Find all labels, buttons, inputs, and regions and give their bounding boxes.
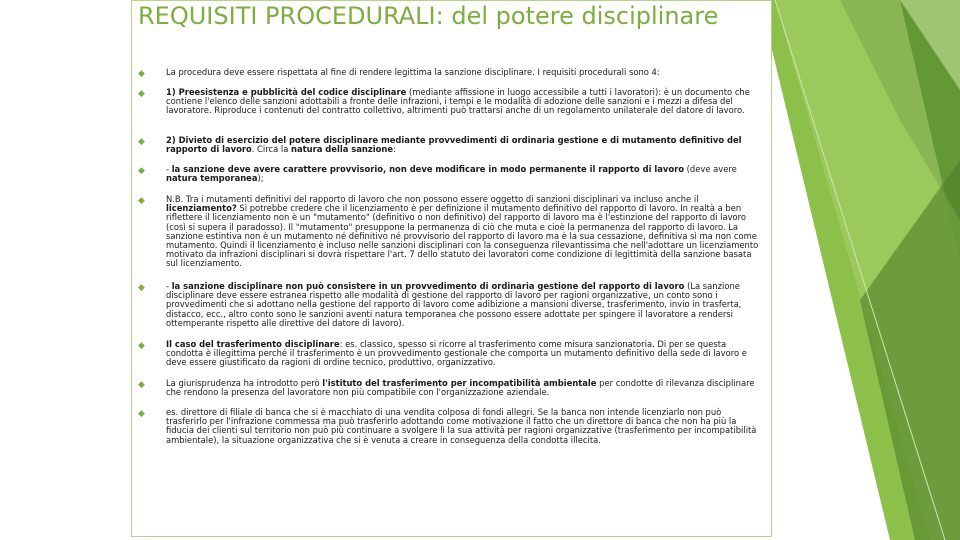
- list-item-text: - la sanzione disciplinare non può consistere in un provvedimento di ordinaria gestione del rapporto di lavoro (La sanzione disciplinare deve essere estranea rispetto alle modalità di gestione del rapporto di lavoro per ragioni organizzative, un conto sono i provvedimenti che si adottano nella gestione del rapporto di lavoro come adibizione a mansioni diverse, trasferimento, invio in trasferta, distacco, ecc., altro conto sono le sanzioni aventi natura temporanea che possono essere adottate per spingere il lavoratore a rendersi ottemperante rispetto alle direttive del datore di lavoro).: [166, 281, 742, 328]
- diamond-bullet-icon: ◆: [138, 409, 145, 419]
- diamond-bullet-icon: ◆: [138, 89, 145, 99]
- list-item-text: 1) Preesistenza e pubblicità del codice disciplinare (mediante affissione in luogo accessibile a tutti i lavoratori): è un documento che contiene l'elenco delle sanzioni adottabili a fronte delle infrazioni, i tempi e le modalità di adozione delle sanzioni e i mezzi a difesa del lavoratore. Riproduce i contenuti del contratto collettivo, altrimenti può trattarsi anche di un regolamento unilaterale del datore di lavoro.: [166, 87, 750, 116]
- diamond-bullet-icon: ◆: [138, 341, 145, 351]
- diamond-bullet-icon: ◆: [138, 283, 145, 293]
- list-item-text: La procedura deve essere rispettata al fine di rendere legittima la sanzione disciplinare. I requisiti procedurali sono 4:: [166, 67, 660, 77]
- slide-title: REQUISITI PROCEDURALI: del potere disciplinare: [138, 2, 719, 30]
- list-item-text: es. direttore di filiale di banca che si è macchiato di una vendita colposa di fondi allegri. Se la banca non intende licenziarlo non può trasferirlo per l'infrazione commessa ma può trasferirlo adottando come motivazione il fatto che un direttore di banca che non ha più la fiducia dei clienti sul territorio non può più continuare a svolgere lì la sua attività per ragioni organizzative (trasferimento per incompatibilità ambientale), la situazione organizzativa che si è venuta a creare in conseguenza della condotta illecita.: [166, 407, 757, 445]
- diamond-bullet-icon: ◆: [138, 137, 145, 147]
- diamond-bullet-icon: ◆: [138, 166, 145, 176]
- diamond-bullet-icon: ◆: [138, 380, 145, 390]
- diamond-bullet-icon: ◆: [138, 69, 145, 79]
- list-item-text: - la sanzione deve avere carattere provvisorio, non deve modificare in modo permanente il rapporto di lavoro (deve avere natura temporanea);: [166, 164, 737, 184]
- diamond-bullet-icon: ◆: [138, 196, 145, 206]
- list-item-text: N.B. Tra i mutamenti definitivi del rapporto di lavoro che non possono essere oggetto di sanzioni disciplinari va incluso anche il licenziamento? Si potrebbe credere che il licenziamento è per definizione il mutamento definitivo del rapporto di lavoro. In realtà a ben riflettere il licenziamento non è un "mutamento" (definitivo o non definitivo) del rapporto di lavoro ma è l'estinzione del rapporto di lavoro (così si supera il paradosso). Il "mutamento" presuppone la permanenza di ciò che muta e cioè la permanenza del rapporto di lavoro. La sanzione estintiva non è un mutamento né definitivo né provvisorio del rapporto di lavoro ma è la sua cessazione, definitiva sì ma non come mutamento. Quindi il licenziamento è incluso nelle sanzioni disciplinari con la conseguenza rilevantissima che nell'adottare un licenziamento motivato da infrazioni disciplinari si dovrà rispettare l'art. 7 dello statuto dei lavoratori come condizione di legittimità della sanzione basata sul licenziamento.: [166, 194, 759, 269]
- list-item-text: La giurisprudenza ha introdotto però l'istituto del trasferimento per incompatibilità ambientale per condotte di rilevanza disciplinare che rendono la presenza del lavoratore non più compatibile con l'organizzazione aziendale.: [166, 378, 755, 398]
- list-item-text: 2) Divieto di esercizio del potere disciplinare mediante provvedimenti di ordinaria gestione e di mutamento definitivo del rapporto di lavoro. Circa la natura della sanzione:: [166, 135, 742, 155]
- list-item-text: Il caso del trasferimento disciplinare: es. classico, spesso si ricorre al trasferimento come misura sanzionatoria. Di per se questa condotta è illegittima perché il trasferimento è un provvedimento gestionale che comporta un mutamento definitivo della sede di lavoro e deve essere giustificato da ragioni di ordine tecnico, produttivo, organizzativo.: [166, 339, 747, 368]
